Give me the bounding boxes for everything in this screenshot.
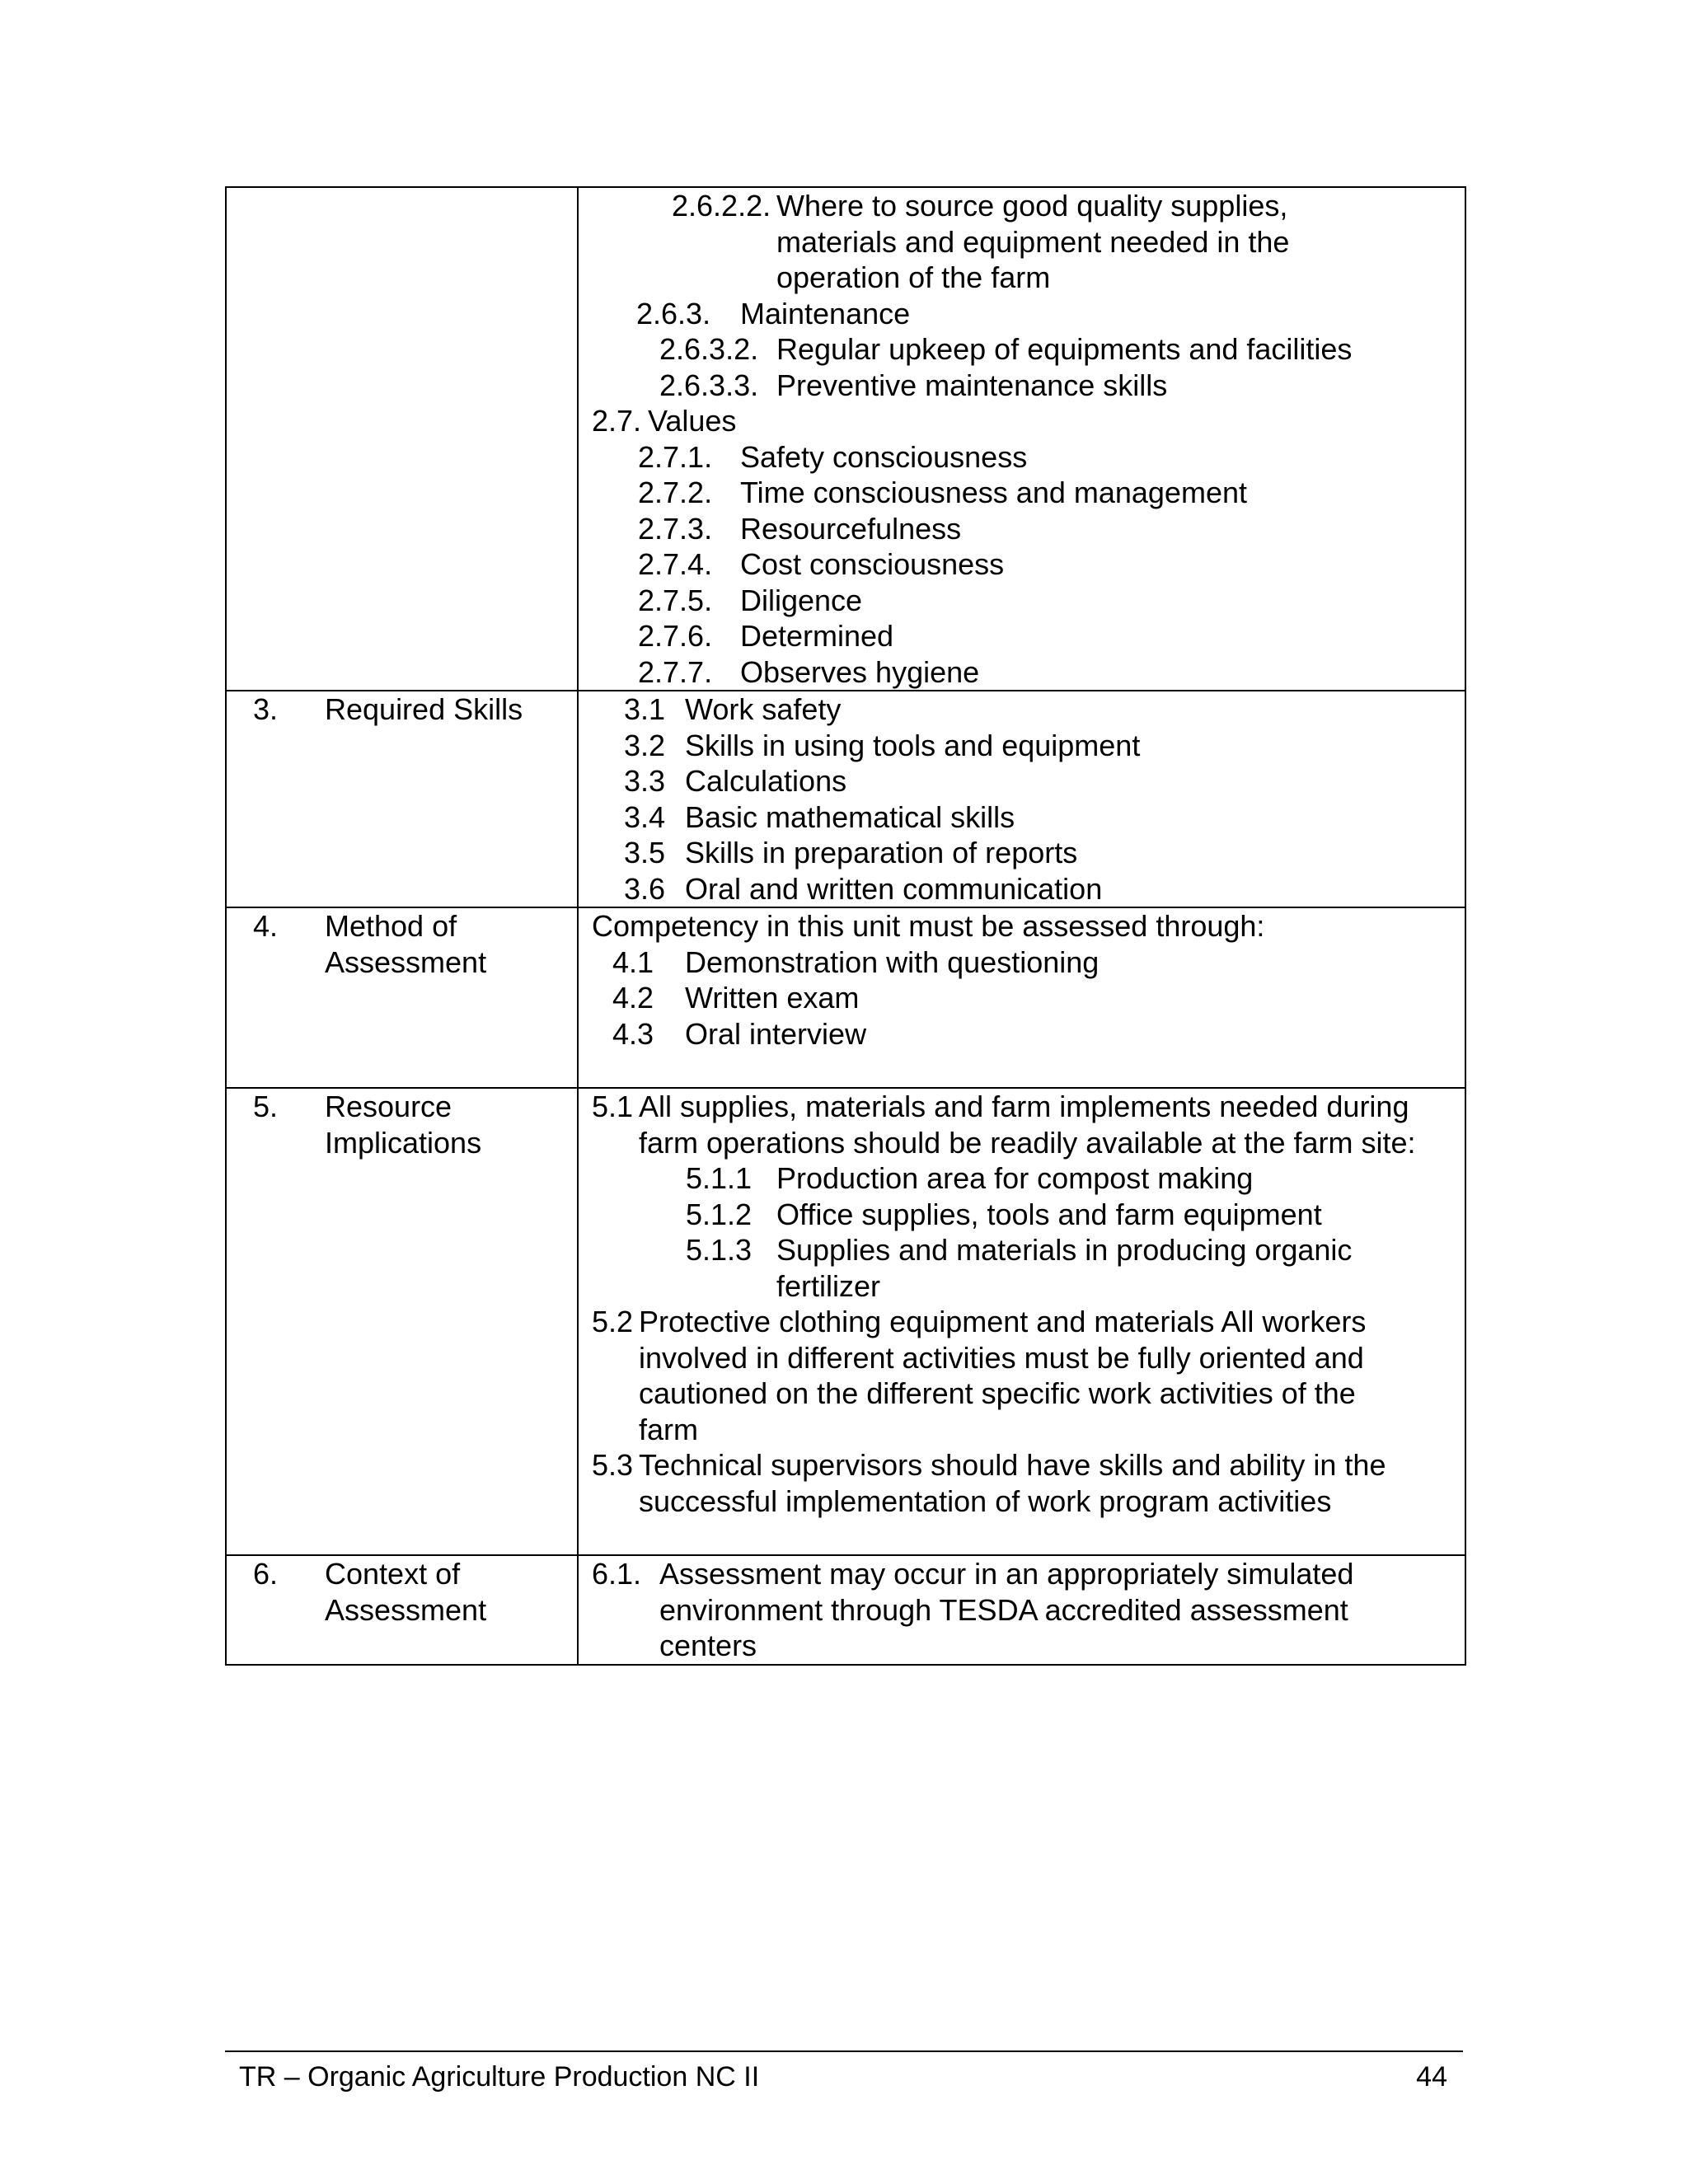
item-number: 5.3 xyxy=(592,1448,634,1482)
row-label-cell xyxy=(226,187,578,691)
table-row-resource-implications xyxy=(226,1088,1465,1555)
item-number: 2.7.3. xyxy=(638,511,713,546)
item-number: 2.7.1. xyxy=(638,439,713,474)
item-number: 3.3 xyxy=(624,764,666,798)
item-number: 5.1 xyxy=(592,1090,634,1123)
item-text: Oral and written communication xyxy=(685,871,1103,906)
item-text: Technical supervisors should have skills and ability in the successful implementation of work program activities xyxy=(639,1448,1386,1518)
row-heading xyxy=(227,1089,577,1160)
item-number: 3.1 xyxy=(624,692,666,726)
heading-number: 5. xyxy=(253,1090,279,1123)
footer-title: TR – Organic Agriculture Production NC II xyxy=(239,2061,760,2093)
item-number: 5.1.1 xyxy=(686,1161,753,1195)
item-text: Safety consciousness xyxy=(740,439,1028,474)
heading-text: Required Skills xyxy=(325,692,523,726)
list-item xyxy=(579,296,1465,332)
item-text: Where to source good quality supplies, materials and equipment needed in the operation of the farm xyxy=(776,189,1290,294)
list-item xyxy=(579,728,1465,764)
list-item xyxy=(579,871,1465,907)
row-content-cell xyxy=(578,187,1465,691)
list-intro xyxy=(579,908,1465,944)
list-item xyxy=(579,799,1465,836)
heading-text: Method of Assessment xyxy=(325,909,487,979)
item-text: Written exam xyxy=(685,981,860,1015)
item-number: 2.7. xyxy=(592,404,642,438)
item-number: 2.7.2. xyxy=(638,476,713,509)
item-number: 4.1 xyxy=(612,944,654,979)
item-number: 2.6.3. xyxy=(636,296,711,330)
item-text: Supplies and materials in producing organic fertilizer xyxy=(776,1233,1353,1303)
competency-table xyxy=(225,186,1466,1666)
heading-number: 6. xyxy=(253,1557,279,1591)
item-number: 2.7.7. xyxy=(638,654,713,689)
item-text: Oral interview xyxy=(685,1016,867,1051)
item-text: Values xyxy=(648,404,737,438)
item-text: Calculations xyxy=(685,764,847,798)
item-number: 2.7.5. xyxy=(638,583,713,617)
item-text: Work safety xyxy=(685,692,842,726)
row-content-cell xyxy=(578,1555,1465,1665)
list-item xyxy=(579,618,1465,654)
list-item xyxy=(579,511,1465,547)
item-text: Preventive maintenance skills xyxy=(776,368,1168,402)
table-row-method-of-assessment xyxy=(226,907,1465,1088)
item-number: 2.6.3.3. xyxy=(659,368,759,402)
table-row-required-skills xyxy=(226,691,1465,907)
list-item xyxy=(579,1556,1465,1664)
item-text: Resourcefulness xyxy=(740,511,962,546)
item-number: 2.7.6. xyxy=(638,619,713,653)
item-text: Skills in using tools and equipment xyxy=(685,728,1141,762)
item-number: 3.2 xyxy=(624,728,666,762)
list-item xyxy=(579,1160,1465,1197)
heading-number: 3. xyxy=(253,692,279,726)
row-heading xyxy=(227,691,577,728)
list-item xyxy=(579,1447,1465,1519)
row-label-cell xyxy=(226,1555,578,1665)
item-number: 3.5 xyxy=(624,836,666,869)
list-item xyxy=(579,1197,1465,1233)
item-number: 2.6.3.2. xyxy=(659,332,759,366)
row-content-cell xyxy=(578,691,1465,907)
list-item xyxy=(579,944,1465,981)
list-item xyxy=(579,188,1386,296)
list-item xyxy=(579,546,1465,583)
row-content-cell xyxy=(578,1088,1465,1555)
item-text: Protective clothing equipment and materials All workers involved in different activities must be fully oriented and cautioned on the different specific work activities of the farm xyxy=(639,1305,1367,1446)
list-item xyxy=(579,1016,1465,1052)
list-item xyxy=(579,1304,1465,1447)
list-item xyxy=(579,654,1465,691)
item-text: Time consciousness and management xyxy=(740,476,1247,509)
list-item xyxy=(579,980,1465,1016)
heading-text: Resource Implications xyxy=(325,1090,482,1160)
item-text: Office supplies, tools and farm equipment xyxy=(776,1197,1322,1231)
item-text: Diligence xyxy=(740,583,863,617)
item-text: Cost consciousness xyxy=(740,547,1005,581)
item-number: 4.2 xyxy=(612,981,654,1015)
footer-divider xyxy=(225,2050,1463,2052)
list-item xyxy=(579,763,1465,799)
item-text: Regular upkeep of equipments and facilities xyxy=(776,332,1353,366)
item-number: 5.1.2 xyxy=(686,1197,753,1231)
table-row-context-of-assessment xyxy=(226,1555,1465,1665)
item-text: Demonstration with questioning xyxy=(685,944,1100,979)
item-number: 6.1. xyxy=(592,1557,642,1591)
list-item xyxy=(579,331,1465,368)
item-text: Maintenance xyxy=(740,296,911,330)
table-row-continuation xyxy=(226,187,1465,691)
list-item xyxy=(579,475,1465,511)
page-number: 44 xyxy=(1416,2061,1447,2093)
heading-number: 4. xyxy=(253,909,279,943)
item-text: Skills in preparation of reports xyxy=(685,836,1078,869)
row-label-cell xyxy=(226,691,578,907)
item-text: Production area for compost making xyxy=(776,1161,1254,1195)
item-number: 2.6.2.2. xyxy=(672,189,771,223)
item-text: Basic mathematical skills xyxy=(685,799,1015,834)
item-text: Determined xyxy=(740,619,894,653)
item-number: 2.7.4. xyxy=(638,547,713,581)
row-label-cell xyxy=(226,907,578,1088)
row-heading xyxy=(227,908,577,980)
item-text: Assessment may occur in an appropriately simulated environment through TESDA accredited assessment centers xyxy=(659,1557,1354,1662)
list-item xyxy=(579,691,1465,728)
item-number: 4.3 xyxy=(612,1016,654,1051)
list-item xyxy=(579,1232,1465,1304)
item-number: 5.2 xyxy=(592,1305,634,1338)
item-number: 3.4 xyxy=(624,799,666,834)
item-number: 3.6 xyxy=(624,871,666,906)
row-content-cell xyxy=(578,907,1465,1088)
row-heading xyxy=(227,1556,577,1628)
item-number: 5.1.3 xyxy=(686,1233,753,1267)
intro-text: Competency in this unit must be assessed through: xyxy=(592,909,1265,943)
list-item xyxy=(579,403,1465,439)
item-text: Observes hygiene xyxy=(740,654,980,689)
list-item xyxy=(579,439,1465,476)
list-item xyxy=(579,835,1465,871)
heading-text: Context of Assessment xyxy=(325,1557,487,1627)
list-item xyxy=(579,368,1465,404)
list-item xyxy=(579,1089,1465,1160)
row-label-cell xyxy=(226,1088,578,1555)
item-text: All supplies, materials and farm implements needed during farm operations should be readily available at the farm site: xyxy=(639,1090,1416,1160)
list-item xyxy=(579,583,1465,619)
